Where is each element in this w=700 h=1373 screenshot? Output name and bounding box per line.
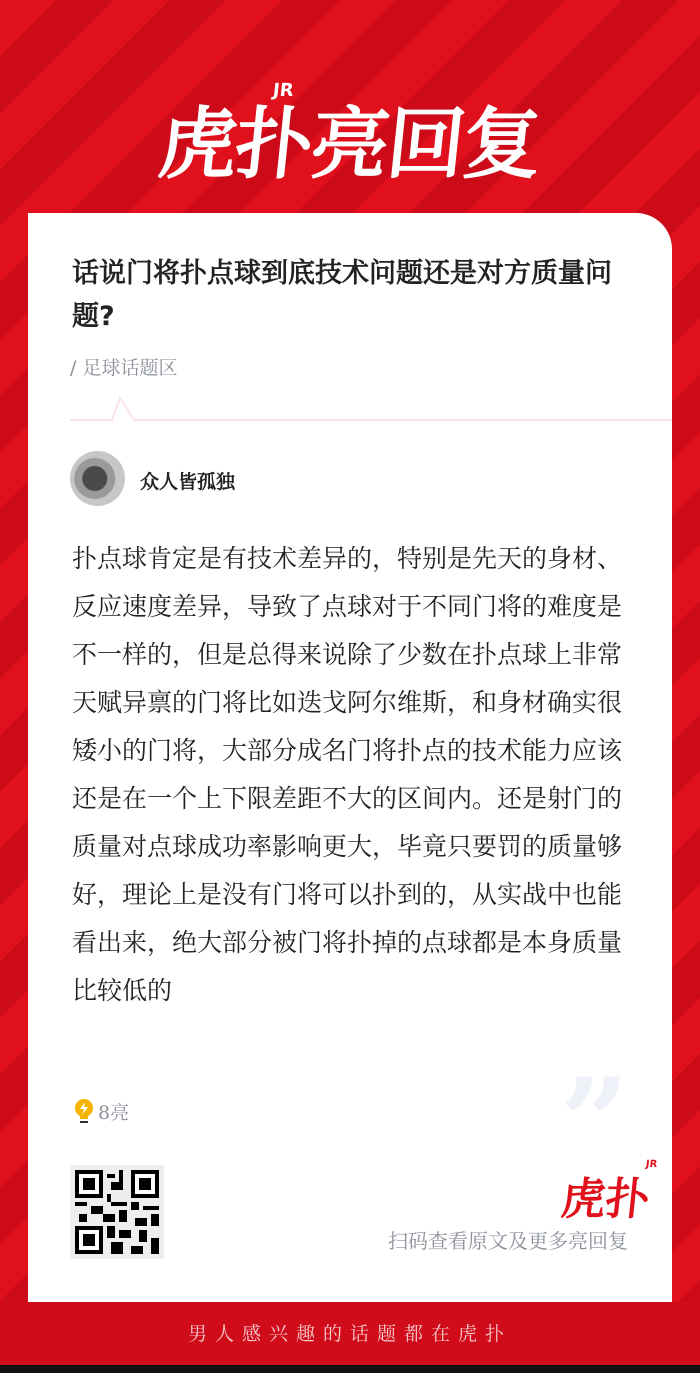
avatar[interactable] [70, 451, 125, 506]
divider [70, 393, 672, 423]
logo-text: 虎扑亮回复 [154, 100, 544, 190]
brand-badge: JR [645, 1159, 658, 1170]
footer-slogan: 男人感兴趣的话题都在虎扑 [0, 1302, 700, 1365]
app-logo [0, 82, 700, 194]
reply-content: 扑点球肯定是有技术差异的，特别是先天的身材、反应速度差异，导致了点球对于不同门将的难度是不一样的，但是总得来说除了少数在扑点球上非常天赋异禀的门将比如迭戈阿尔维斯，和身材确实很矮小的门将，大部分成名门将扑点的技术能力应该还是在一个上下限差距不大的区间内。还是射门的质量对点球成功率影响更大，毕竟只要罚的质量够好，理论上是没有门将可以扑到的，从实战中也能看出来，绝大部分被门将扑掉的点球都是本身质量比较低的 [72, 544, 623, 1005]
lightbulb-icon [74, 1099, 94, 1125]
logo-badge: JR [271, 80, 295, 101]
quote-mark-icon: ” [560, 1052, 630, 1193]
username[interactable]: 众人皆孤独 [140, 471, 236, 493]
hupu-logo [558, 1159, 658, 1227]
like-count [74, 1098, 129, 1125]
brand-text: 虎扑 [558, 1174, 653, 1225]
section-link[interactable]: / 足球话题区 [70, 357, 178, 379]
like-count-text: 8亮 [98, 1102, 130, 1124]
post-title[interactable]: 话说门将扑点球到底技术问题还是对方质量问题? [72, 258, 612, 332]
qr-code [70, 1165, 164, 1259]
bottom-bar [0, 1365, 700, 1373]
reply-card [28, 213, 672, 1302]
scan-hint: 扫码查看原文及更多亮回复 [388, 1229, 628, 1253]
